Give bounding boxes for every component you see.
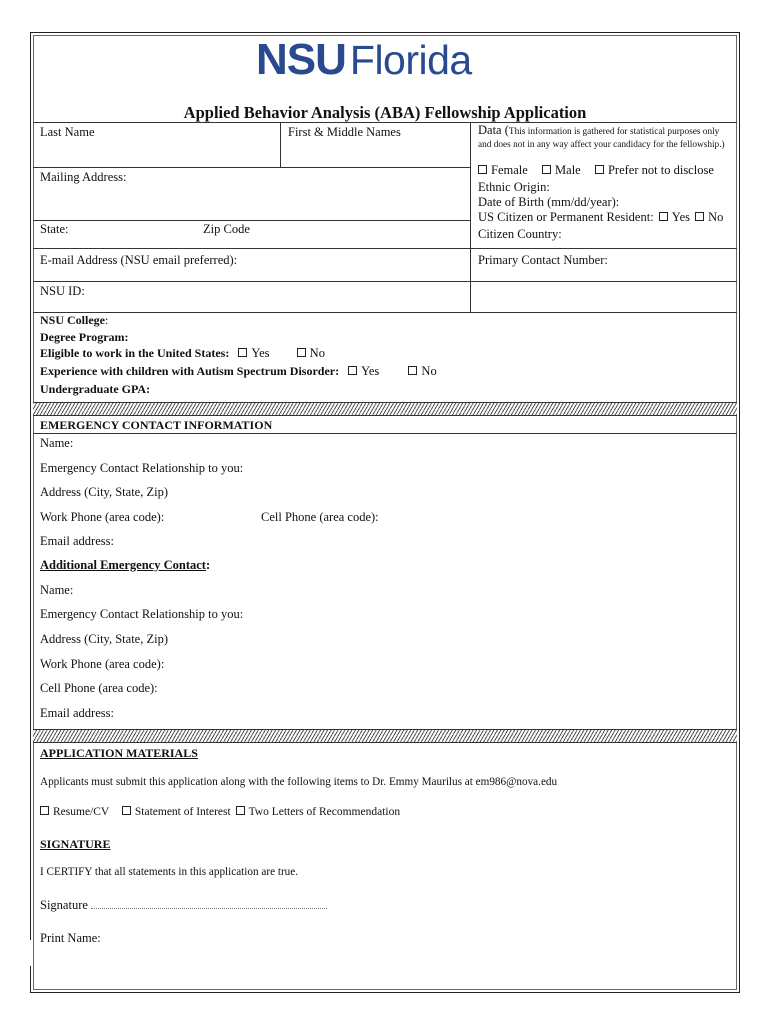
nsu-college-label: NSU College [40,313,105,327]
section-divider-hatch [33,402,737,416]
address-row-divider [33,220,470,221]
autism-label: Experience with children with Autism Spectrum Disorder: [40,364,340,378]
additional-emergency-header [40,558,210,573]
additional-work-phone-field[interactable]: Work Phone (area code): [40,657,165,671]
eligible-yes-checkbox[interactable] [238,348,247,357]
prefer-not-label: Prefer not to disclose [607,163,714,177]
eligible-no-checkbox[interactable] [297,348,306,357]
statement-checkbox[interactable] [122,806,131,815]
name-column-divider [280,122,281,167]
data-column-divider [470,122,471,312]
data-disclaimer: This information is gathered for statistical purposes only and does not in any way affect your candidacy for the fellowship.) [478,127,725,150]
citizen-no-checkbox[interactable] [695,212,704,221]
emergency-header: EMERGENCY CONTACT INFORMATION [40,418,273,432]
eligible-question [40,346,325,361]
page-title: Applied Behavior Analysis (ABA) Fellowship Application [183,103,587,122]
primary-contact-field[interactable]: Primary Contact Number: [478,253,608,267]
additional-relationship-field[interactable]: Emergency Contact Relationship to you: [40,607,244,621]
male-label: Male [555,163,581,177]
female-checkbox[interactable] [478,165,487,174]
logo-florida-text: Florida [349,37,472,83]
certify-statement: I CERTIFY that all statements in this application are true. [40,866,299,878]
prefer-not-checkbox[interactable] [595,165,604,174]
undergraduate-gpa-field[interactable]: Undergraduate GPA: [40,382,151,396]
additional-email-field[interactable]: Email address: [40,706,114,720]
emergency-work-phone-field[interactable]: Work Phone (area code): [40,510,165,524]
materials-instructions: Applicants must submit this application along with the following items to Dr. Emmy Maurilus at em986@nova.edu [40,776,558,788]
state-field[interactable]: State: [40,222,69,236]
female-label: Female [491,163,528,177]
data-label: Data ( [478,123,509,137]
signature-field[interactable] [40,898,327,913]
autism-yes-checkbox[interactable] [348,366,357,375]
first-middle-name-field[interactable]: First & Middle Names [288,125,401,139]
email-row-divider [33,281,737,282]
materials-header-text: APPLICATION MATERIALS [40,746,198,760]
nsu-college-colon: : [105,313,109,327]
ethnic-origin-field[interactable]: Ethnic Origin: [478,180,550,194]
emergency-name-field[interactable]: Name: [40,436,74,450]
eligible-label: Eligible to work in the United States: [40,346,230,360]
emergency-email-field[interactable]: Email address: [40,534,114,548]
section-divider-hatch-2 [33,729,737,743]
title-divider [33,122,737,123]
autism-yes-label: Yes [361,364,380,378]
additional-address-field[interactable]: Address (City, State, Zip) [40,632,168,646]
nsuid-row-divider [33,312,737,313]
statement-label: Statement of Interest [134,806,231,818]
email-address-field[interactable]: E-mail Address (NSU email preferred): [40,253,238,267]
last-name-field[interactable]: Last Name [40,125,95,139]
resume-checkbox[interactable] [40,806,49,815]
signature-header-text: SIGNATURE [40,837,111,851]
state-row-divider [33,248,737,249]
materials-header [40,746,198,761]
citizen-yes-checkbox[interactable] [659,212,668,221]
letters-checkbox[interactable] [236,806,245,815]
citizen-yes-label: Yes [671,210,690,224]
signature-header [40,837,110,852]
nsu-florida-logo [256,35,472,84]
eligible-no-label: No [309,346,325,360]
autism-no-checkbox[interactable] [408,366,417,375]
citizen-label: US Citizen or Permanent Resident: [478,210,654,224]
print-name-field[interactable]: Print Name: [40,931,101,945]
autism-no-label: No [421,364,437,378]
resume-label: Resume/CV [53,806,110,818]
emergency-address-field[interactable]: Address (City, State, Zip) [40,485,168,499]
data-note [478,124,728,152]
autism-question [40,364,437,379]
logo-nsu-text: NSU [256,35,346,84]
citizen-question [478,210,723,225]
emergency-cell-phone-field[interactable]: Cell Phone (area code): [261,510,379,524]
name-row-divider [33,167,470,168]
letters-label: Two Letters of Recommendation [248,806,401,818]
male-checkbox[interactable] [542,165,551,174]
signature-line[interactable] [91,899,327,909]
border-gap [29,940,32,966]
emergency-relationship-field[interactable]: Emergency Contact Relationship to you: [40,461,244,475]
nsu-id-field[interactable]: NSU ID: [40,284,85,298]
citizen-country-field[interactable]: Citizen Country: [478,227,562,241]
degree-program-field[interactable]: Degree Program: [40,330,129,344]
gender-options [478,163,714,178]
zip-code-field[interactable]: Zip Code [203,222,250,236]
date-of-birth-field[interactable]: Date of Birth (mm/dd/year): [478,195,620,209]
signature-label: Signature [40,898,88,912]
nsu-college-field[interactable] [40,313,108,328]
additional-name-field[interactable]: Name: [40,583,74,597]
mailing-address-field[interactable]: Mailing Address: [40,170,127,184]
additional-emergency-title: Additional Emergency Contact [40,558,206,572]
additional-emergency-colon: : [205,558,211,572]
emergency-header-divider [33,433,737,434]
additional-cell-phone-field[interactable]: Cell Phone (area code): [40,681,158,695]
eligible-yes-label: Yes [251,346,270,360]
materials-checklist [40,806,400,818]
citizen-no-label: No [708,210,724,224]
